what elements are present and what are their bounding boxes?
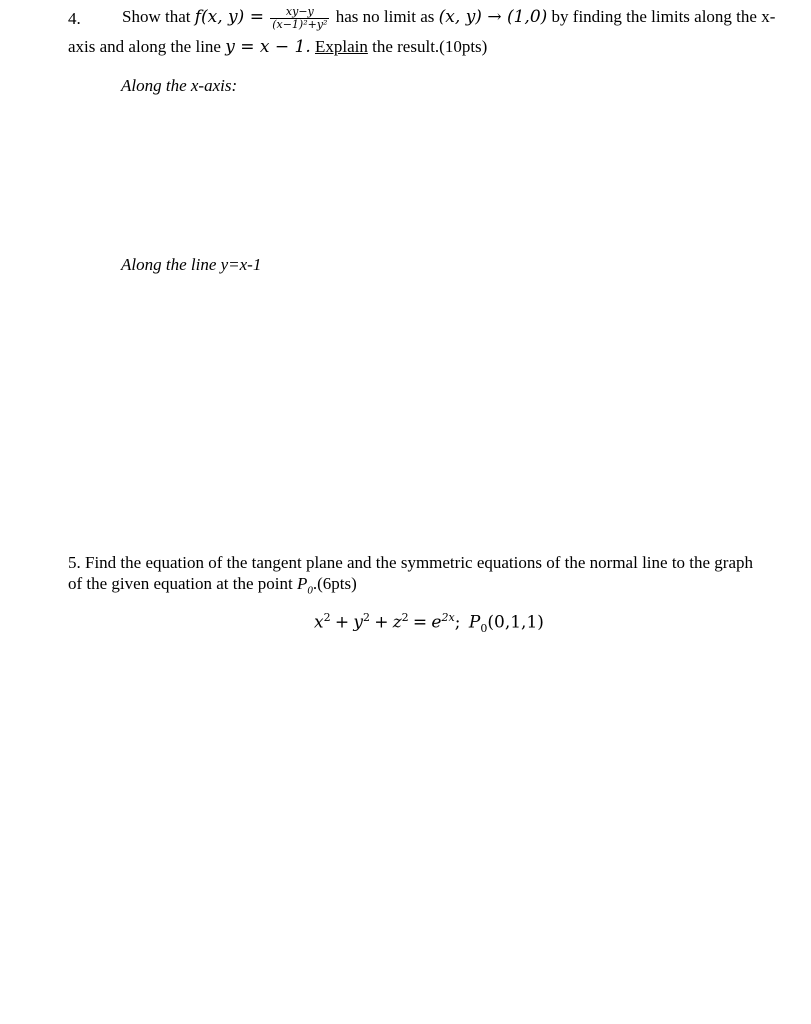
- q5-line2-b: .(6pts): [312, 574, 357, 593]
- q4-fraction: [270, 6, 329, 31]
- q4-explain: Explain: [314, 37, 368, 56]
- q4-point-expr: (x, y) → (1,0): [438, 7, 548, 27]
- q4-frac-numerator: xy−y: [285, 4, 314, 18]
- q4-line-eq: y = x − 1.: [225, 37, 311, 57]
- q4-show-that: Show that: [122, 7, 191, 26]
- q5-line1-text: Find the equation of the tangent plane and the symmetric equations of the normal line to the graph: [85, 553, 754, 572]
- q4-number: 4.: [68, 9, 81, 28]
- q4-line2-b: the result.(10pts): [372, 37, 488, 56]
- q4-line2-a: axis and along the line: [68, 37, 221, 56]
- q4-along-x-axis: Along the x-axis:: [121, 76, 238, 95]
- q5-number: 5.: [68, 553, 81, 572]
- q4-line2: [68, 37, 487, 57]
- q5-line1: [68, 553, 753, 573]
- q5-line2-a: of the given equation at the point: [68, 574, 293, 593]
- q4-along-line: Along the line y=x-1: [121, 255, 262, 274]
- q5-line2: [68, 574, 357, 596]
- q4-frac-denominator: (x−1)²+y²: [272, 17, 328, 31]
- q4-has-no-limit: has no limit as: [335, 7, 435, 26]
- q5-point-name: $P_0$: [296, 574, 313, 597]
- q5-equation: $x^2 + y^2 + z^2 = e^{2x}$; $P_0(0,1,1)$: [314, 611, 544, 636]
- q4-line1: [122, 1, 775, 33]
- q4-by-finding: by finding the limits along the x-: [551, 7, 776, 26]
- q4-func-lhs: f(x, y) =: [194, 7, 264, 27]
